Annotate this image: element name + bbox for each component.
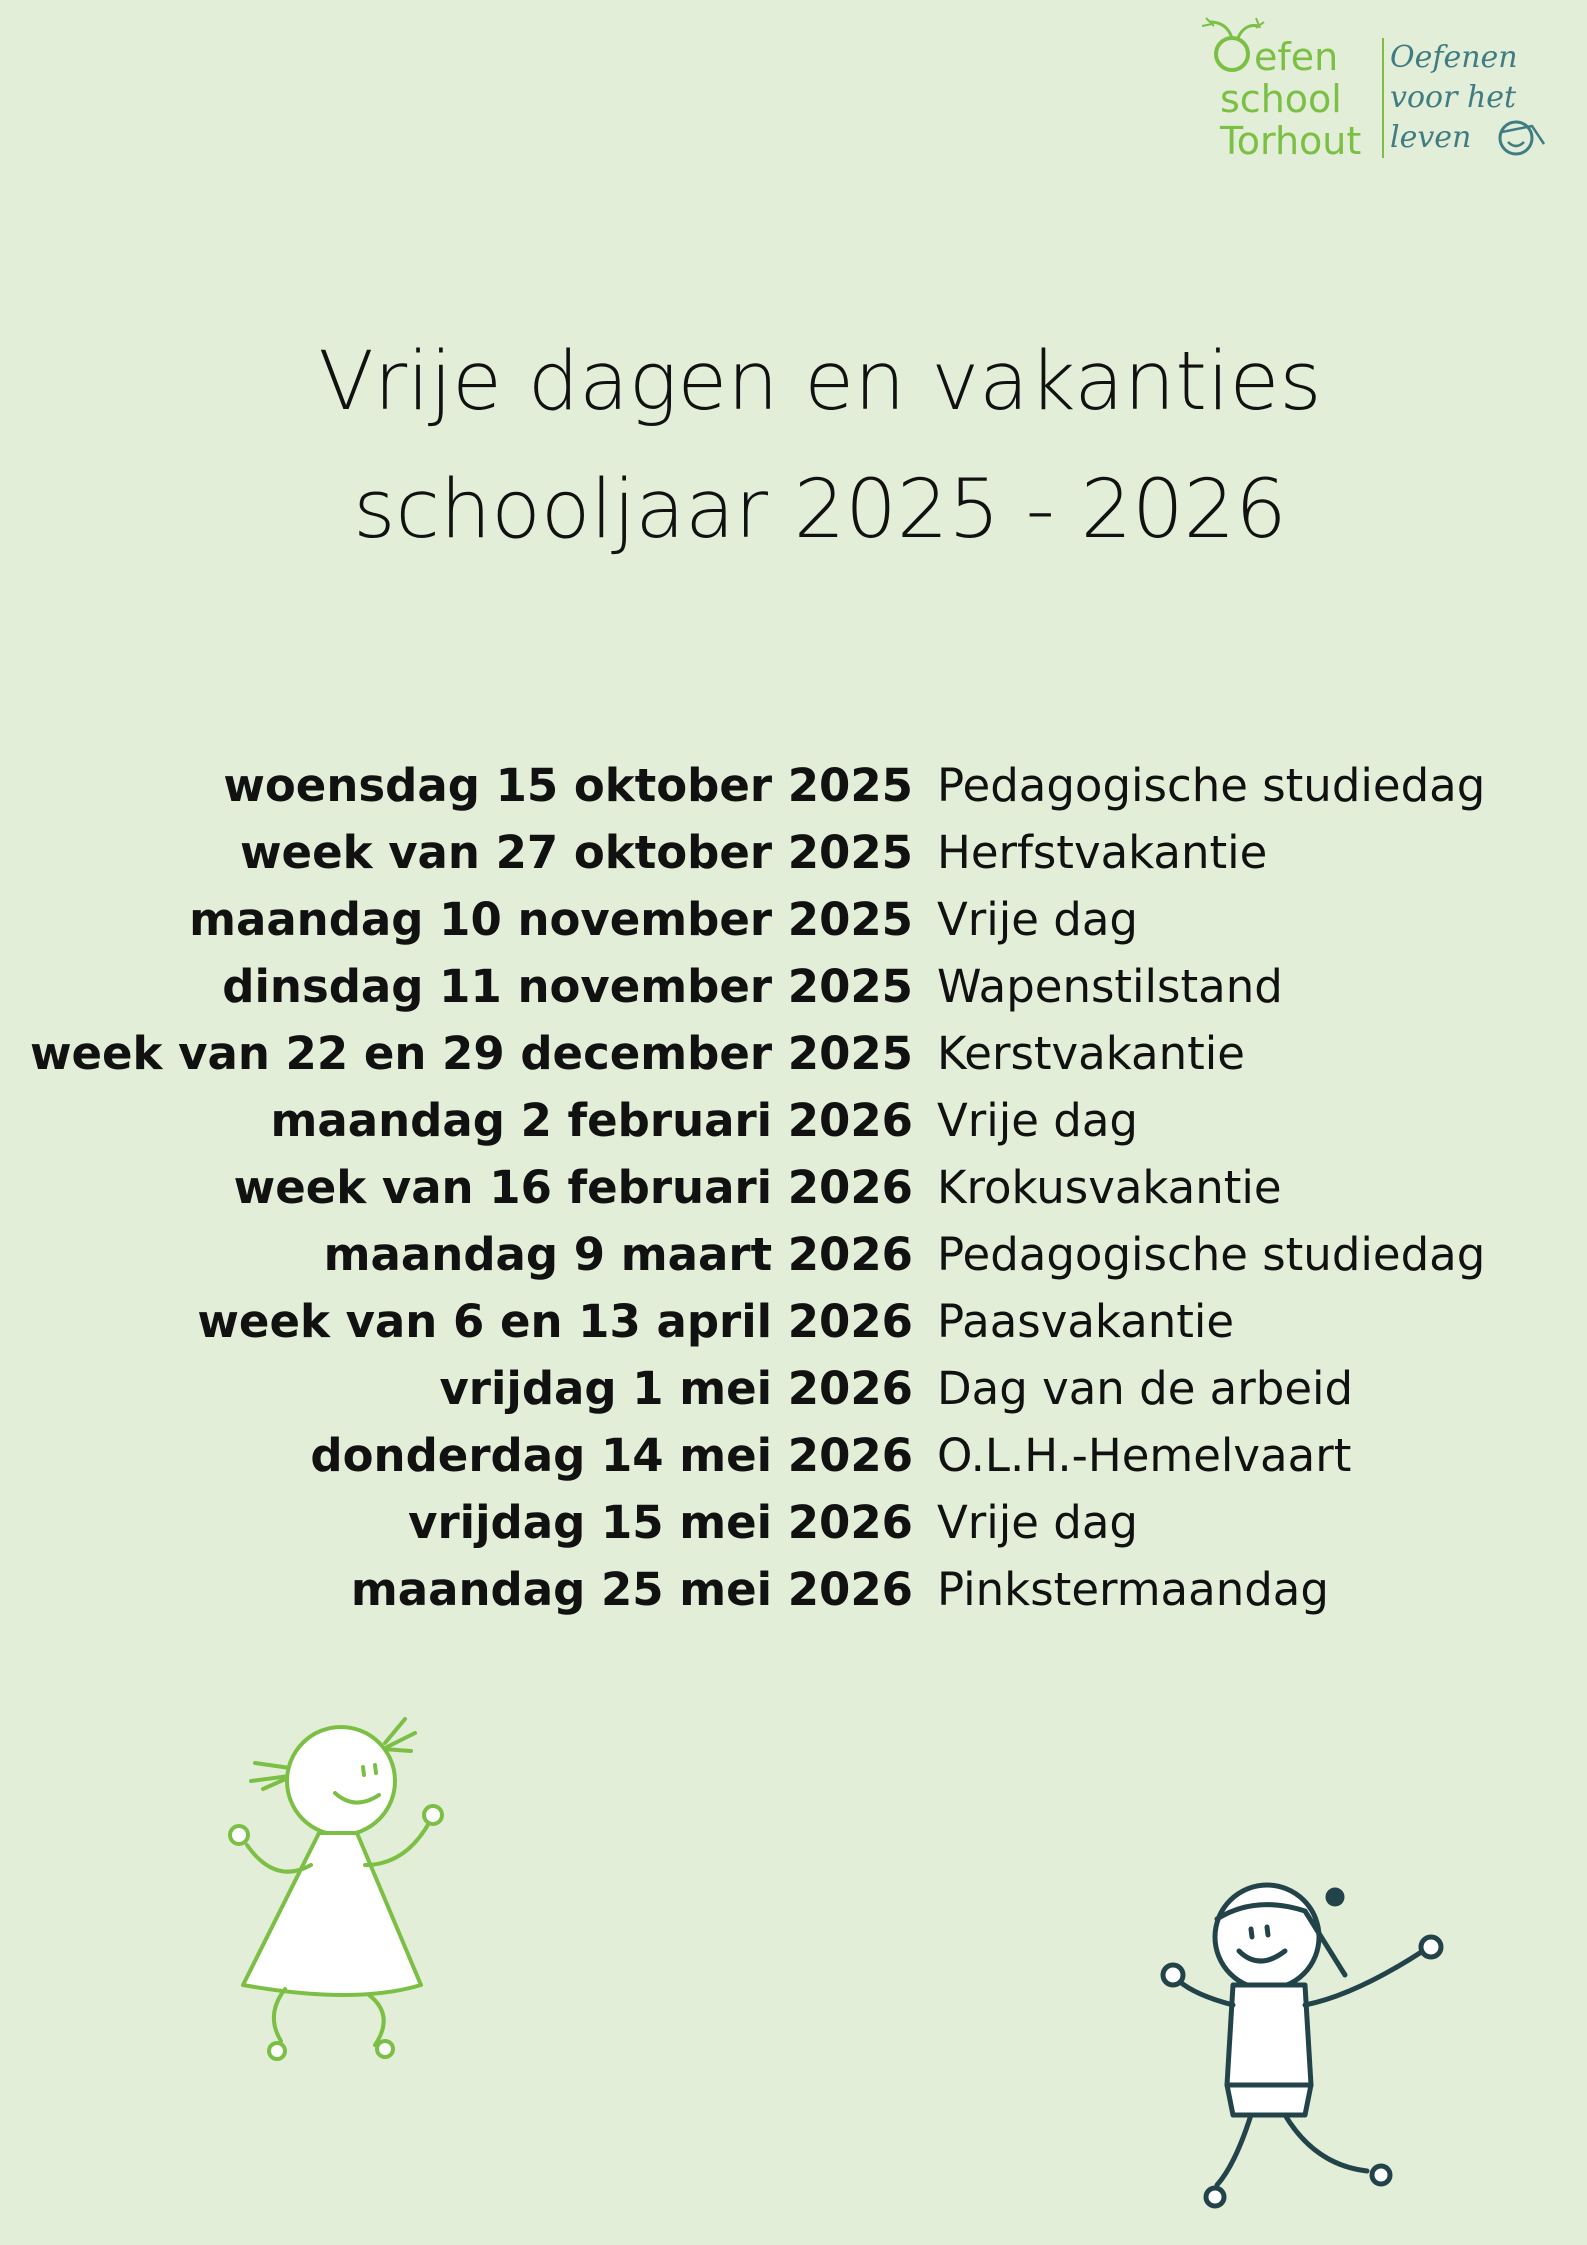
page-title-line2: schooljaar 2025 - 2026 [353,463,1287,557]
schedule-description: Wapenstilstand [937,960,1283,1013]
schedule-description: Kerstvakantie [937,1027,1245,1080]
schedule-description: Paasvakantie [937,1295,1235,1348]
schedule-date: vrijdag 1 mei 2026 [439,1362,913,1415]
schedule-date: maandag 9 maart 2026 [323,1228,913,1281]
school-logo [1198,16,1558,166]
schedule-description: Herfstvakantie [937,826,1268,879]
schedule-description: Vrije dag [937,1094,1138,1147]
schedule-row [0,1288,1587,1355]
schedule-row [0,819,1587,886]
schedule-description: Krokusvakantie [937,1161,1282,1214]
logo-line-efen: efen [1254,35,1339,79]
schedule-row [0,886,1587,953]
logo-tagline-line3: leven [1390,120,1472,155]
logo-divider [1382,38,1384,158]
schedule-description: O.L.H.-Hemelvaart [937,1429,1352,1482]
schedule-row [0,1221,1587,1288]
schedule-row [0,1355,1587,1422]
schedule-description: Dag van de arbeid [937,1362,1354,1415]
schedule-description: Pedagogische studiedag [937,1228,1486,1281]
schedule-description: Pinkstermaandag [937,1563,1329,1616]
schedule-row [0,1422,1587,1489]
schedule-date: maandag 25 mei 2026 [350,1563,913,1616]
schedule-description: Vrije dag [937,893,1138,946]
schedule-row [0,1489,1587,1556]
schedule-date: week van 27 oktober 2025 [239,826,913,879]
schedule-description: Vrije dag [937,1496,1138,1549]
boy-illustration [1155,1875,1455,2215]
logo-line-school: school [1220,77,1342,121]
schedule-row [0,752,1587,819]
schedule-date: dinsdag 11 november 2025 [222,960,913,1013]
schedule-description: Pedagogische studiedag [937,759,1486,812]
schedule-date: maandag 10 november 2025 [189,893,913,946]
face-icon [1488,114,1548,164]
logo-tagline-line1: Oefenen [1390,40,1518,75]
schedule-date: week van 16 februari 2026 [233,1161,913,1214]
schedule-row [0,953,1587,1020]
schedule-date: woensdag 15 oktober 2025 [223,759,913,812]
logo-wordmark [1220,36,1385,162]
schedule-date: vrijdag 15 mei 2026 [408,1496,913,1549]
schedule-row [0,1087,1587,1154]
logo-tagline-line2: voor het [1390,80,1517,115]
page-title [0,318,1587,574]
page-title-line1: Vrije dagen en vakanties [318,335,1322,429]
schedule-date: week van 22 en 29 december 2025 [29,1027,913,1080]
schedule-date: maandag 2 februari 2026 [270,1094,913,1147]
schedule-row [0,1556,1587,1623]
girl-illustration [215,1715,475,2065]
logo-line-torhout: Torhout [1220,119,1362,163]
schedule-date: donderdag 14 mei 2026 [310,1429,913,1482]
schedule-row [0,1020,1587,1087]
schedule-date: week van 6 en 13 april 2026 [197,1295,913,1348]
schedule-row [0,1154,1587,1221]
